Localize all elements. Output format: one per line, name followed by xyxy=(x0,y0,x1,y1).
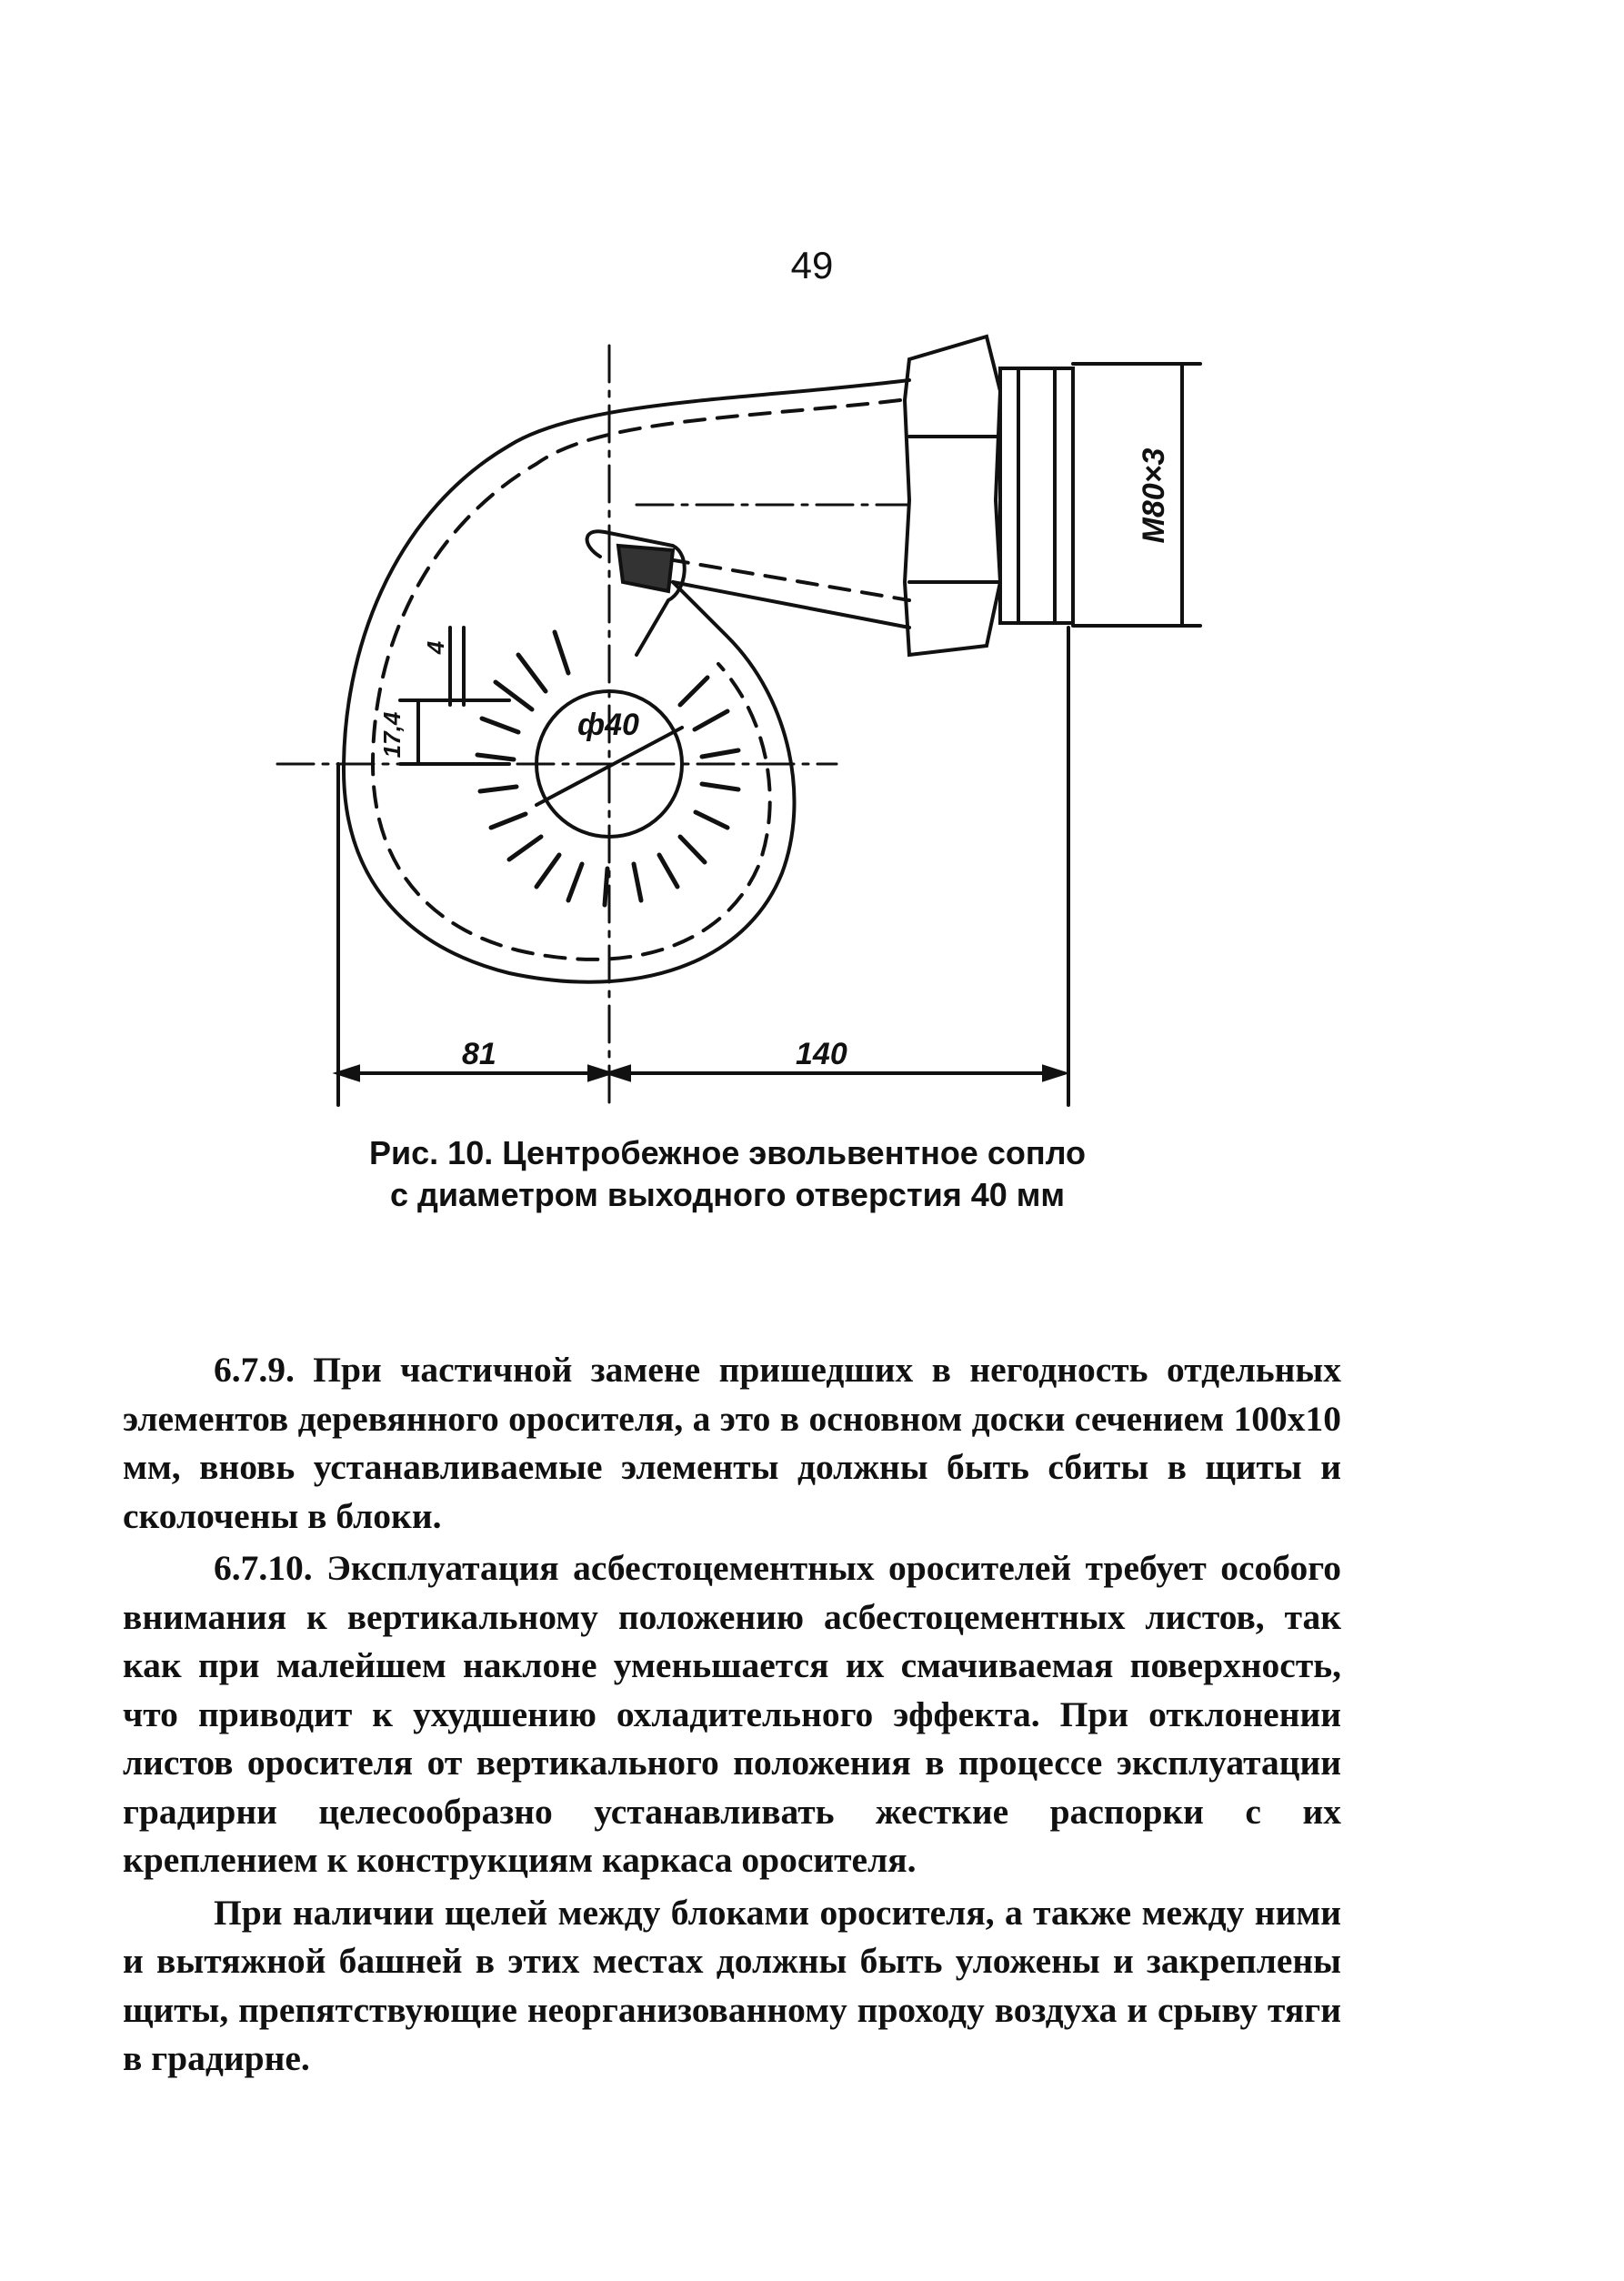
page-number: 49 xyxy=(790,244,834,286)
inlet-tube-lower-dashed xyxy=(668,559,909,600)
paragraph-6-7-10: 6.7.10. Эксплуатация асбестоцементных оросителей требует особого внимания к вертикальному положению асбестоцементных листов, так как при малейшем наклоне уменьшается их смачиваемая поверхность, что приводит к ухудшению охладительного эффекта. При отклонении листов оросителя от вертикального положения в процессе эксплуатации градирни целесообразно устанавливать жесткие распорки с их креплением к конструкциям каркаса оросителя. xyxy=(123,1548,1341,1880)
dim-width-left: 81 xyxy=(462,1037,496,1071)
nozzle-technical-drawing xyxy=(0,0,1624,1128)
caption-line-2: с диаметром выходного отверстия 40 мм xyxy=(389,1176,1066,1213)
thread-label: M80×3 xyxy=(1137,447,1171,544)
dim-width-right: 140 xyxy=(796,1037,847,1071)
paragraph-gaps: При наличии щелей между блоками оросителя, а также между ними и вытяжной башней в этих местах должны быть уложены и закреплены щиты, препятствующие неорганизованному проходу воздуха и срыву тяги в градирне. xyxy=(123,1892,1341,2078)
inlet-tube-lower xyxy=(673,582,909,628)
paragraph-6-7-9: 6.7.9. При частичной замене пришедших в негодность отдельных элементов деревянного оросителя, а это в основном доски сечением 100х10 мм, вновь устанавливаемые элементы должны быть сбиты в щиты и сколочены в блоки. xyxy=(123,1350,1341,1536)
volute-outline xyxy=(344,380,909,982)
hex-nut xyxy=(905,337,1000,655)
body-text xyxy=(123,1346,1341,2087)
hatched-section xyxy=(618,546,673,591)
caption-line-1: Рис. 10. Центробежное эвольвентное сопло xyxy=(369,1134,1086,1171)
dim-height: 17,4 xyxy=(378,711,406,759)
diameter-label: ф40 xyxy=(577,708,639,742)
figure-caption xyxy=(273,1132,1182,1216)
threaded-end xyxy=(1000,368,1073,623)
dim-slot: 4 xyxy=(422,640,449,655)
